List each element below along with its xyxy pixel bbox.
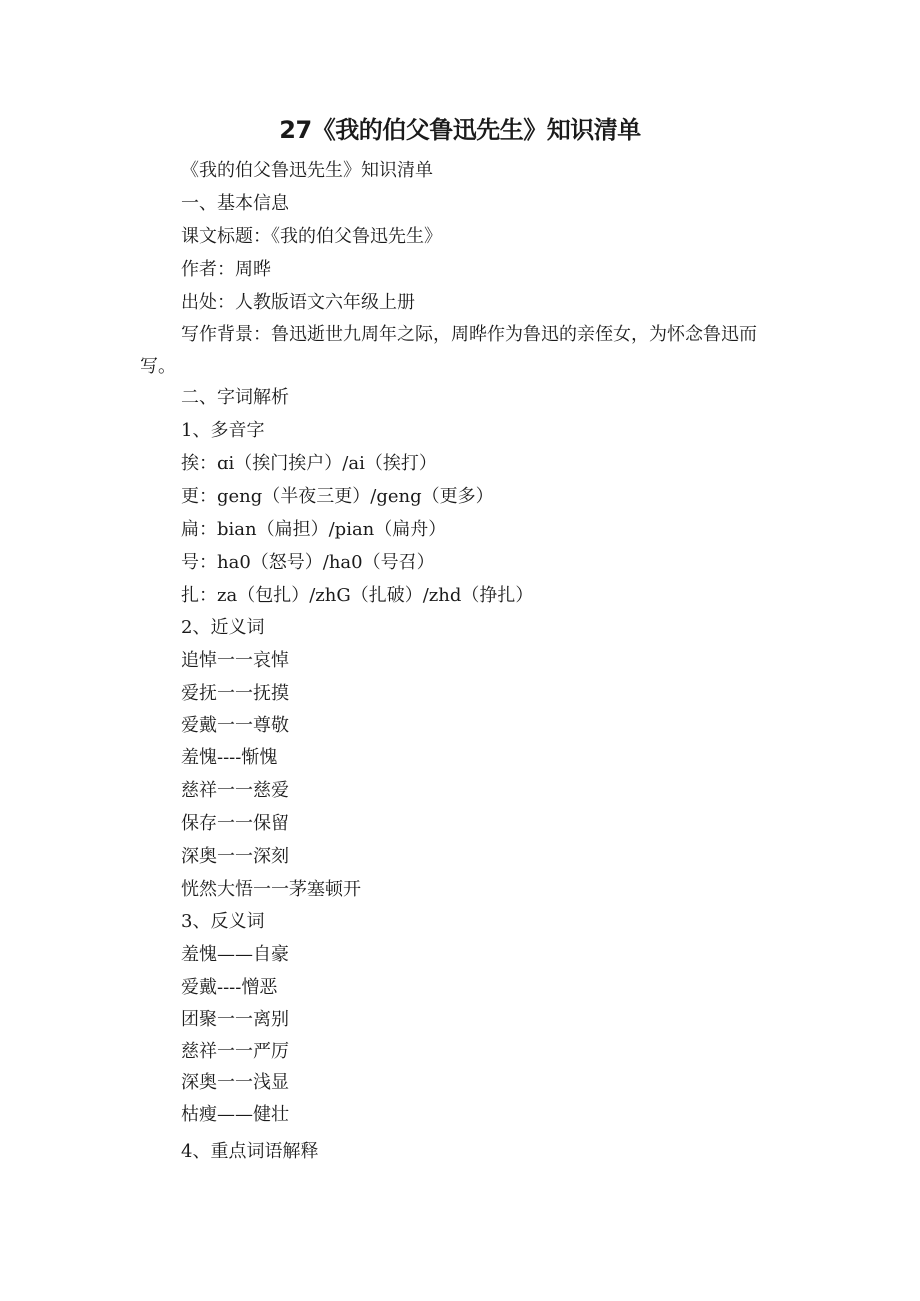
antonym-item: 慈祥一一严厉 [181, 1041, 289, 1062]
synonym-item: 慈祥一一慈爱 [181, 780, 289, 801]
page-title: 27《我的伯父鲁迅先生》知识清单 [279, 116, 641, 144]
polyphone-item: 更：geng（半夜三更）/geng（更多） [181, 486, 494, 507]
subheading-polyphones: 1、多音字 [181, 420, 265, 441]
polyphone-item: 扁：bian（扁担）/pian（扁舟） [181, 519, 447, 540]
info-lesson-title: 课文标题：《我的伯父鲁迅先生》 [181, 226, 442, 247]
synonym-item: 保存一一保留 [181, 813, 289, 834]
info-background [140, 319, 780, 383]
subheading-synonyms: 2、近义词 [181, 617, 265, 638]
polyphone-item: 挨：ɑi（挨门挨户）/ai（挨打） [181, 453, 437, 474]
synonym-item: 爱抚一一抚摸 [181, 683, 289, 704]
section-heading-basic-info: 一、基本信息 [181, 193, 289, 214]
synonym-item: 追悼一一哀悼 [181, 650, 289, 671]
section-heading-word-analysis: 二、字词解析 [181, 387, 289, 408]
synonym-item: 恍然大悟一一茅塞顿开 [181, 879, 361, 900]
polyphone-item: 扎：za（包扎）/zhG（扎破）/zhd（挣扎） [181, 585, 534, 606]
antonym-item: 枯瘦——健壮 [181, 1104, 289, 1125]
synonym-item: 深奥一一深刻 [181, 846, 289, 867]
info-background-text: 写作背景：鲁迅逝世九周年之际，周晔作为鲁迅的亲侄女，为怀念鲁迅而写。 [140, 324, 757, 377]
antonym-item: 羞愧——自豪 [181, 944, 289, 965]
info-source: 出处：人教版语文六年级上册 [181, 292, 415, 313]
polyphone-item: 号：ha0（怒号）/ha0（号召） [181, 552, 435, 573]
synonym-item: 羞愧----惭愧 [181, 747, 278, 768]
subheading-key-words: 4、重点词语解释 [181, 1141, 319, 1162]
info-author: 作者：周晔 [181, 259, 271, 280]
antonym-item: 爱戴----憎恶 [181, 977, 278, 998]
subheading-antonyms: 3、反义词 [181, 911, 265, 932]
antonym-item: 团聚一一离别 [181, 1009, 289, 1030]
subtitle: 《我的伯父鲁迅先生》知识清单 [181, 160, 433, 181]
synonym-item: 爱戴一一尊敬 [181, 715, 289, 736]
antonym-item: 深奥一一浅显 [181, 1072, 289, 1093]
